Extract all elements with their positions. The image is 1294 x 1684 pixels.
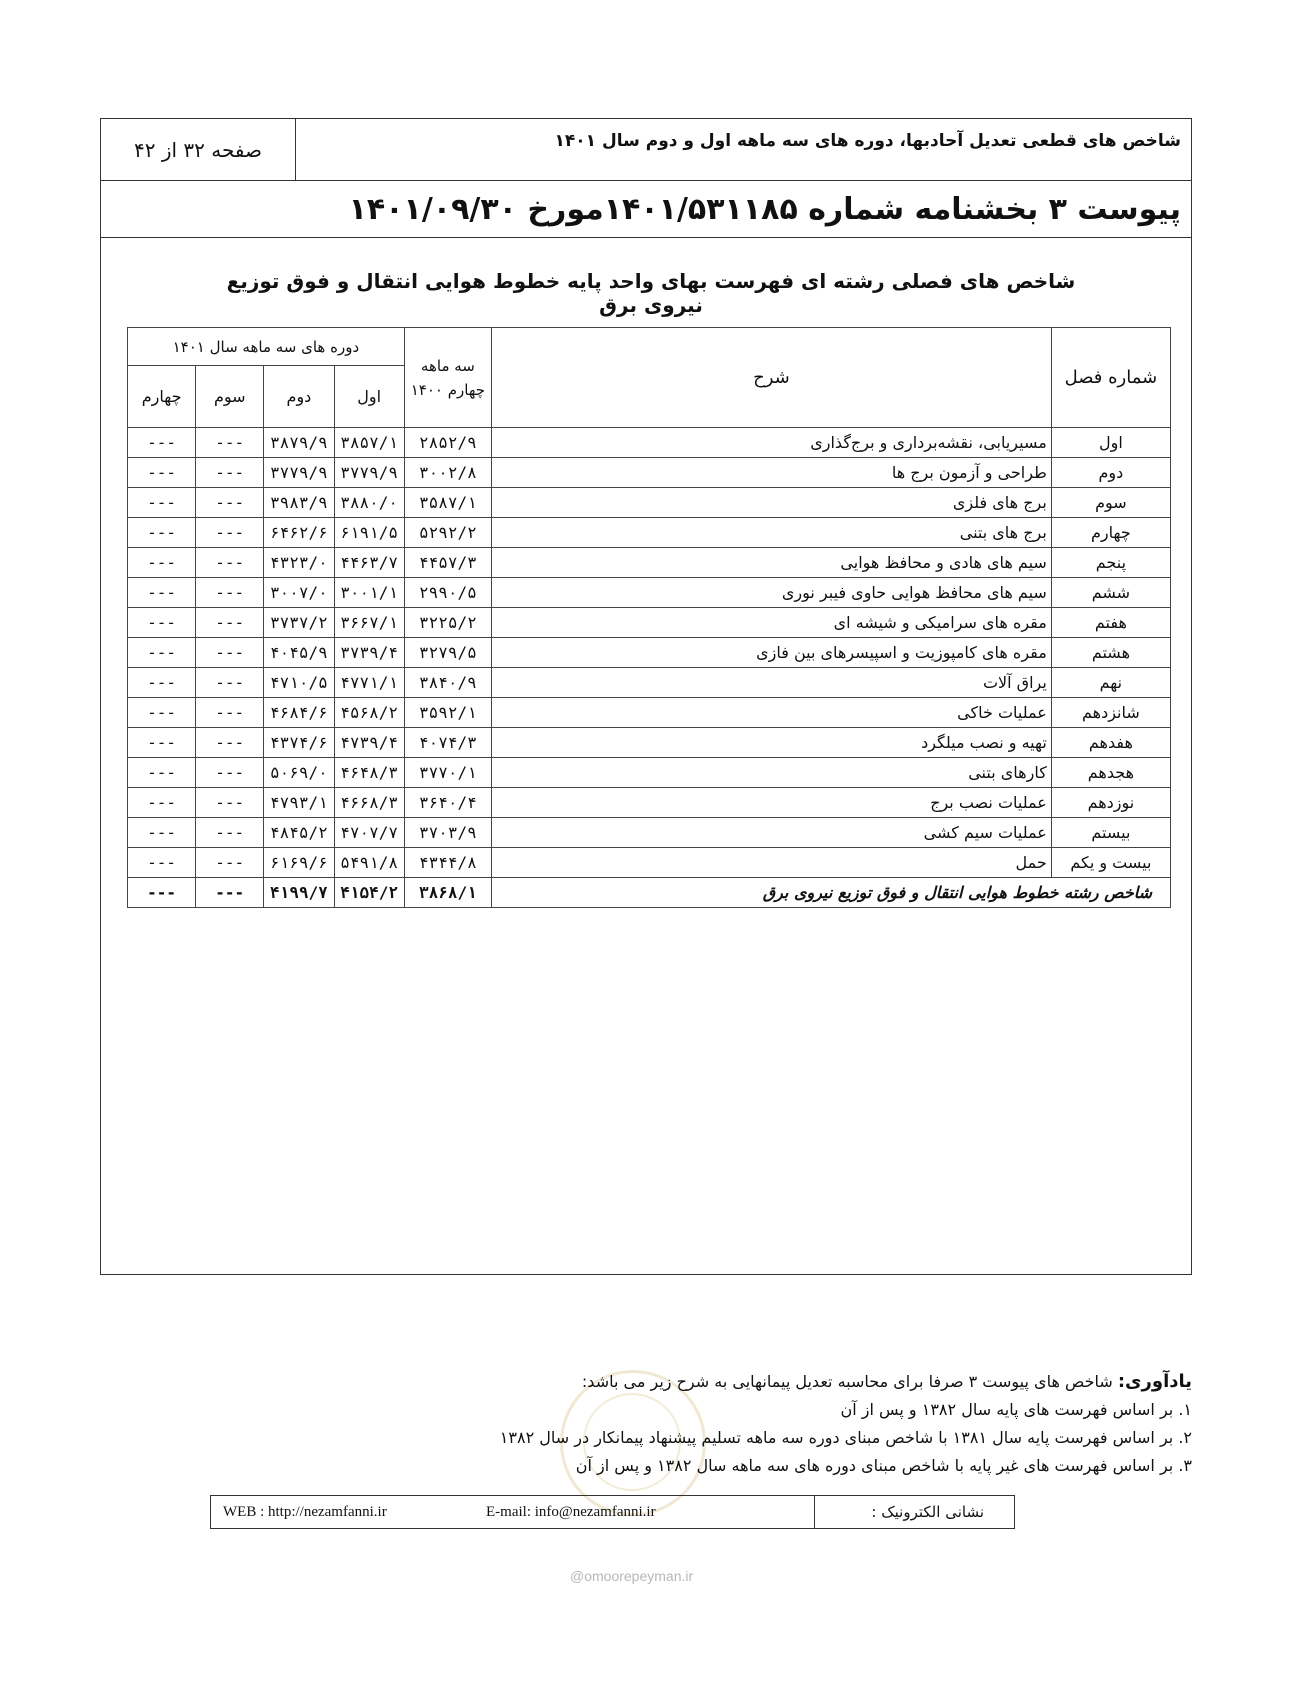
reminder-item: ۳. بر اساس فهرست های غیر پایه با شاخص مبنای دوره های سه ماهه سال ۱۳۸۲ و پس از آن <box>575 1456 1192 1475</box>
cell-q1: ۴۶۶۸/۳ <box>334 788 404 818</box>
cell-q3: --- <box>196 698 264 728</box>
cell-prev: ۳۵۹۲/۱ <box>404 698 491 728</box>
cell-desc: تهیه و نصب میلگرد <box>492 728 1052 758</box>
cell-q2: ۵۰۶۹/۰ <box>264 758 334 788</box>
cell-q3: --- <box>196 758 264 788</box>
cell-prev: ۳۷۷۰/۱ <box>404 758 491 788</box>
header-chapter: شماره فصل <box>1051 328 1170 428</box>
cell-q3: --- <box>196 788 264 818</box>
contact-email[interactable]: E-mail: info@nezamfanni.ir <box>486 1504 656 1520</box>
cell-q1: ۳۷۷۹/۹ <box>334 458 404 488</box>
cell-q3: --- <box>196 548 264 578</box>
cell-q3: --- <box>196 578 264 608</box>
cell-q2: ۶۱۶۹/۶ <box>264 848 334 878</box>
cell-desc: کارهای بتنی <box>492 758 1052 788</box>
cell-chapter: دوم <box>1051 458 1170 488</box>
cell-desc: برج های بتنی <box>492 518 1052 548</box>
table-row <box>128 458 1171 488</box>
table-row <box>128 758 1171 788</box>
watermark-text: @omoorepeyman.ir <box>570 1568 694 1584</box>
cell-q2: ۴۸۴۵/۲ <box>264 818 334 848</box>
cell-chapter: بیست و یکم <box>1051 848 1170 878</box>
table-row <box>128 848 1171 878</box>
total-q1: ۴۱۵۴/۲ <box>334 878 404 908</box>
cell-q3: --- <box>196 728 264 758</box>
table-row <box>128 698 1171 728</box>
table-row <box>128 518 1171 548</box>
cell-q4: --- <box>128 608 196 638</box>
cell-q4: --- <box>128 638 196 668</box>
document-title: شاخص های قطعی تعدیل آحادبها، دوره های سه ماهه اول و دوم سال ۱۴۰۱ <box>554 131 1181 151</box>
cell-desc: حمل <box>492 848 1052 878</box>
cell-prev: ۳۲۷۹/۵ <box>404 638 491 668</box>
cell-q2: ۴۷۱۰/۵ <box>264 668 334 698</box>
reminder-item: ۲. بر اساس فهرست پایه سال ۱۳۸۱ با شاخص مبنای دوره سه ماهه تسلیم پیشنهاد پیمانکار در سال ۱۳۸۲ <box>499 1428 1192 1447</box>
cell-q3: --- <box>196 818 264 848</box>
cell-q1: ۴۷۳۹/۴ <box>334 728 404 758</box>
cell-prev: ۳۸۴۰/۹ <box>404 668 491 698</box>
cell-desc: سیم های محافظ هوایی حاوی فیبر نوری <box>492 578 1052 608</box>
table-row <box>128 638 1171 668</box>
table-row <box>128 488 1171 518</box>
index-table <box>127 327 1171 908</box>
cell-prev: ۳۶۴۰/۴ <box>404 788 491 818</box>
cell-desc: برج های فلزی <box>492 488 1052 518</box>
cell-q3: --- <box>196 848 264 878</box>
cell-prev: ۳۷۰۳/۹ <box>404 818 491 848</box>
table-row <box>128 548 1171 578</box>
cell-q3: --- <box>196 518 264 548</box>
cell-desc: سیم های هادی و محافظ هوایی <box>492 548 1052 578</box>
cell-q2: ۴۳۷۴/۶ <box>264 728 334 758</box>
total-q2: ۴۱۹۹/۷ <box>264 878 334 908</box>
cell-q2: ۴۶۸۴/۶ <box>264 698 334 728</box>
cell-q4: --- <box>128 848 196 878</box>
cell-desc: مقره های سرامیکی و شیشه ای <box>492 608 1052 638</box>
table-row <box>128 608 1171 638</box>
cell-chapter: چهارم <box>1051 518 1170 548</box>
header-period-group: دوره های سه ماهه سال ۱۴۰۱ <box>128 328 405 366</box>
cell-q1: ۶۱۹۱/۵ <box>334 518 404 548</box>
cell-q4: --- <box>128 578 196 608</box>
cell-q3: --- <box>196 638 264 668</box>
table-total-row <box>128 878 1171 908</box>
cell-q2: ۳۸۷۹/۹ <box>264 428 334 458</box>
cell-q1: ۴۵۶۸/۲ <box>334 698 404 728</box>
header-description: شرح <box>492 328 1052 428</box>
cell-q4: --- <box>128 488 196 518</box>
cell-chapter: نوزدهم <box>1051 788 1170 818</box>
reminder-intro-line <box>392 1368 1192 1396</box>
cell-q1: ۵۴۹۱/۸ <box>334 848 404 878</box>
cell-q3: --- <box>196 428 264 458</box>
cell-q1: ۴۷۰۷/۷ <box>334 818 404 848</box>
cell-desc: عملیات نصب برج <box>492 788 1052 818</box>
table-row <box>128 578 1171 608</box>
cell-q4: --- <box>128 788 196 818</box>
cell-prev: ۲۹۹۰/۵ <box>404 578 491 608</box>
cell-q1: ۳۸۵۷/۱ <box>334 428 404 458</box>
cell-chapter: بیستم <box>1051 818 1170 848</box>
header-row <box>101 119 1191 181</box>
page-number: صفحه ۳۲ از ۴۲ <box>101 119 296 180</box>
cell-q2: ۳۰۰۷/۰ <box>264 578 334 608</box>
cell-q1: ۴۷۷۱/۱ <box>334 668 404 698</box>
cell-desc: مقره های کامپوزیت و اسپیسرهای بین فازی <box>492 638 1052 668</box>
cell-q2: ۳۷۷۹/۹ <box>264 458 334 488</box>
cell-prev: ۴۳۴۴/۸ <box>404 848 491 878</box>
cell-prev: ۳۰۰۲/۸ <box>404 458 491 488</box>
cell-q2: ۳۷۳۷/۲ <box>264 608 334 638</box>
cell-q4: --- <box>128 428 196 458</box>
table-row <box>128 668 1171 698</box>
header-q1: اول <box>334 366 404 428</box>
header-previous-quarter: سه ماهه چهارم ۱۴۰۰ <box>404 328 491 428</box>
cell-prev: ۳۲۲۵/۲ <box>404 608 491 638</box>
cell-chapter: پنجم <box>1051 548 1170 578</box>
total-q4: --- <box>128 878 196 908</box>
cell-desc: یراق آلات <box>492 668 1052 698</box>
cell-desc: عملیات خاکی <box>492 698 1052 728</box>
header-q2: دوم <box>264 366 334 428</box>
header-q3: سوم <box>196 366 264 428</box>
cell-desc: مسیریابی، نقشه‌برداری و برج‌گذاری <box>492 428 1052 458</box>
cell-q1: ۳۰۰۱/۱ <box>334 578 404 608</box>
header-q4: چهارم <box>128 366 196 428</box>
cell-q4: --- <box>128 458 196 488</box>
cell-q4: --- <box>128 758 196 788</box>
cell-q4: --- <box>128 548 196 578</box>
cell-q2: ۳۹۸۳/۹ <box>264 488 334 518</box>
cell-q1: ۴۶۴۸/۳ <box>334 758 404 788</box>
cell-q4: --- <box>128 518 196 548</box>
table-row <box>128 818 1171 848</box>
contact-box <box>210 1495 1015 1529</box>
cell-chapter: هشتم <box>1051 638 1170 668</box>
cell-prev: ۵۲۹۲/۲ <box>404 518 491 548</box>
table-row <box>128 788 1171 818</box>
reminder-item: ۱. بر اساس فهرست های پایه سال ۱۳۸۲ و پس از آن <box>840 1400 1192 1419</box>
cell-q2: ۴۷۹۳/۱ <box>264 788 334 818</box>
total-description: شاخص رشته خطوط هوایی انتقال و فوق توزیع نیروی برق <box>492 878 1171 908</box>
contact-label: نشانی الکترونیک : <box>814 1496 1014 1528</box>
cell-q4: --- <box>128 728 196 758</box>
cell-chapter: ششم <box>1051 578 1170 608</box>
cell-prev: ۴۴۵۷/۳ <box>404 548 491 578</box>
cell-q3: --- <box>196 668 264 698</box>
cell-prev: ۲۸۵۲/۹ <box>404 428 491 458</box>
cell-chapter: نهم <box>1051 668 1170 698</box>
page-frame <box>100 118 1192 1275</box>
appendix-title: پیوست ۳ بخشنامه شماره ۱۴۰۱/۵۳۱۱۸۵مورخ ۱۴۰۱/۰۹/۳۰ <box>101 181 1191 238</box>
contact-web[interactable]: WEB : http://nezamfanni.ir <box>223 1504 387 1520</box>
cell-q2: ۴۰۴۵/۹ <box>264 638 334 668</box>
cell-chapter: هفدهم <box>1051 728 1170 758</box>
cell-desc: طراحی و آزمون برج ها <box>492 458 1052 488</box>
table-row <box>128 728 1171 758</box>
section-title: شاخص های فصلی رشته ای فهرست بهای واحد پایه خطوط هوایی انتقال و فوق توزیع نیروی برق <box>226 269 1076 317</box>
cell-chapter: هفتم <box>1051 608 1170 638</box>
cell-q3: --- <box>196 458 264 488</box>
reminder-intro: شاخص های پیوست ۳ صرفا برای محاسبه تعدیل پیمانهایی به شرح زیر می باشد: <box>581 1372 1118 1391</box>
cell-q4: --- <box>128 698 196 728</box>
cell-q4: --- <box>128 818 196 848</box>
cell-chapter: شانزدهم <box>1051 698 1170 728</box>
cell-q2: ۴۳۲۳/۰ <box>264 548 334 578</box>
cell-q1: ۳۷۳۹/۴ <box>334 638 404 668</box>
cell-q1: ۴۴۶۳/۷ <box>334 548 404 578</box>
cell-q1: ۳۸۸۰/۰ <box>334 488 404 518</box>
cell-q3: --- <box>196 608 264 638</box>
total-prev: ۳۸۶۸/۱ <box>404 878 491 908</box>
reminder-title: یادآوری: <box>1117 1371 1192 1392</box>
table-row <box>128 428 1171 458</box>
table-body <box>128 428 1171 908</box>
cell-chapter: سوم <box>1051 488 1170 518</box>
cell-desc: عملیات سیم کشی <box>492 818 1052 848</box>
cell-q2: ۶۴۶۲/۶ <box>264 518 334 548</box>
cell-chapter: اول <box>1051 428 1170 458</box>
cell-q1: ۳۶۶۷/۱ <box>334 608 404 638</box>
cell-chapter: هجدهم <box>1051 758 1170 788</box>
reminder-block <box>392 1368 1192 1480</box>
cell-prev: ۳۵۸۷/۱ <box>404 488 491 518</box>
cell-prev: ۴۰۷۴/۳ <box>404 728 491 758</box>
total-q3: --- <box>196 878 264 908</box>
cell-q4: --- <box>128 668 196 698</box>
cell-q3: --- <box>196 488 264 518</box>
